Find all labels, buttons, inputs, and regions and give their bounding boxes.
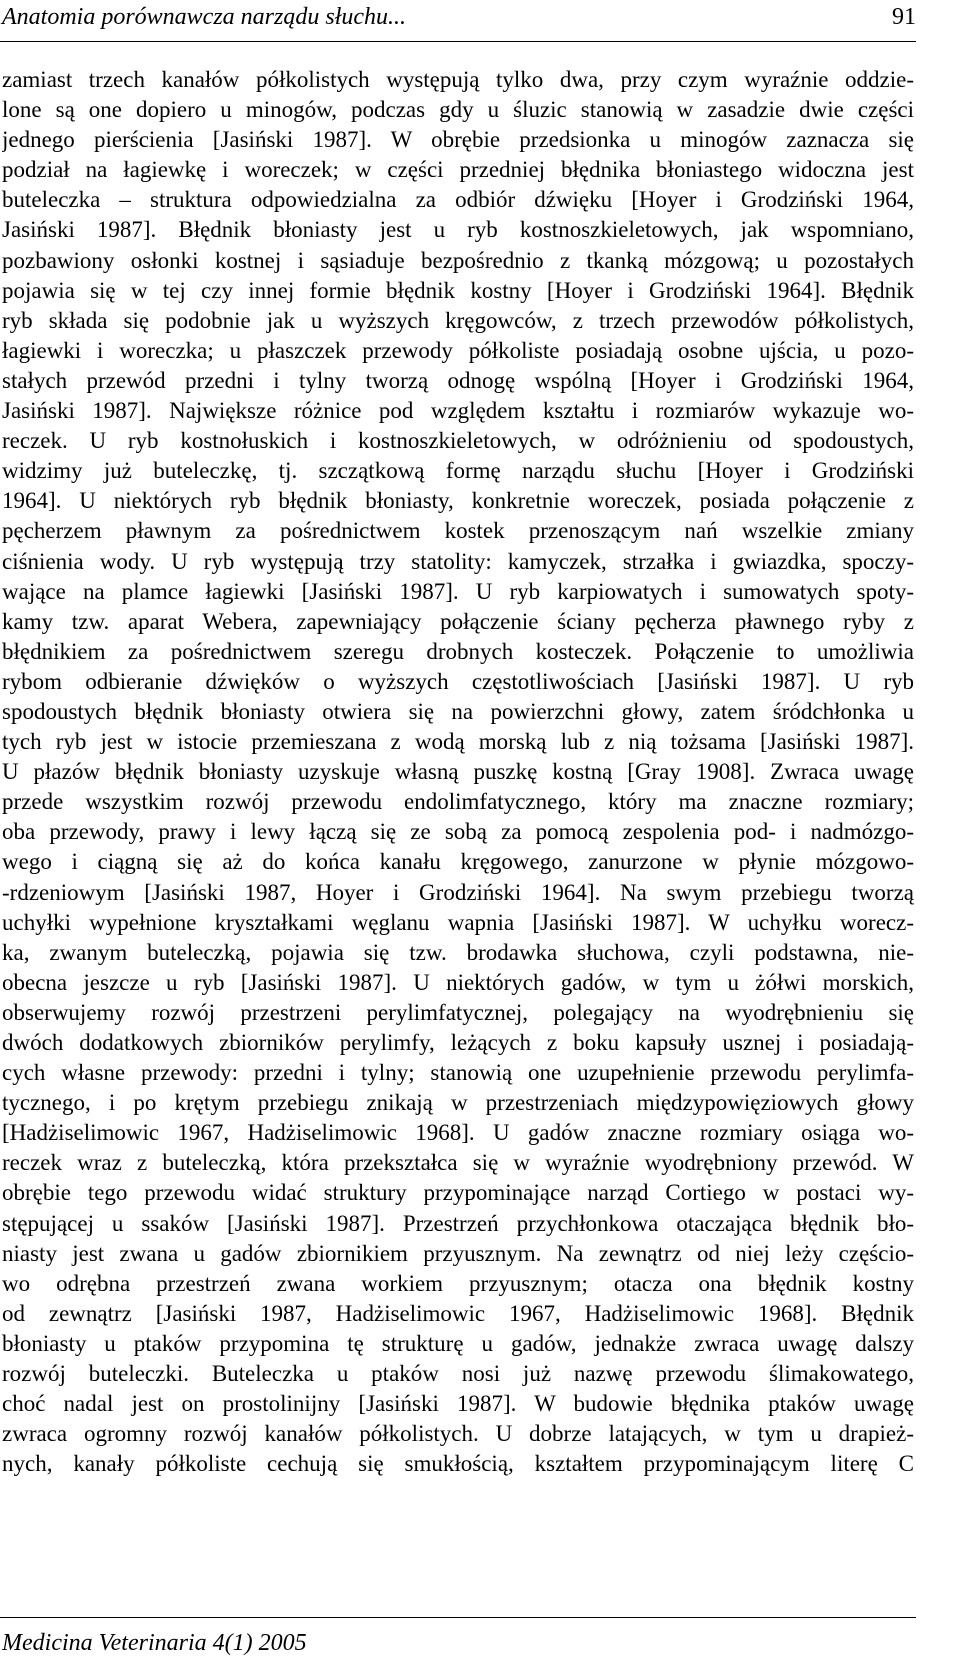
text-line: niasty jest zwana u gadów zbiornikiem przyusznym. Na zewnątrz od niej leży częścio- <box>2 1240 914 1266</box>
footer-rule <box>0 1617 916 1618</box>
text-line: zwraca ogromny rozwój kanałów półkolistych. U dobrze latających, w tym u drapież- <box>2 1421 914 1447</box>
running-head <box>0 2 916 32</box>
text-line: tych ryb jest w istocie przemieszana z wodą morską lub z nią tożsama [Jasiński 1987]. <box>2 729 914 755</box>
text-line: -rdzeniowym [Jasiński 1987, Hoyer i Grodziński 1964]. Na swym przebiegu tworzą <box>2 879 914 905</box>
text-line: obecna jeszcze u ryb [Jasiński 1987]. U niektórych gadów, w tym u żółwi morskich, <box>2 969 914 995</box>
text-line: stałych przewód przedni i tylny tworzą odnogę wspólną [Hoyer i Grodziński 1964, <box>2 367 914 393</box>
text-line: cych własne przewody: przedni i tylny; stanowią one uzupełnienie przewodu perylimfa- <box>2 1060 914 1086</box>
text-line: Jasiński 1987]. Błędnik błoniasty jest u ryb kostnoszkieletowych, jak wspomniano, <box>2 217 914 243</box>
text-line: reczek wraz z buteleczką, która przekształca się w wyraźnie wyodrębniony przewód. W <box>2 1150 914 1176</box>
text-line: choć nadal jest on prostolinijny [Jasiński 1987]. W budowie błędnika ptaków uwagę <box>2 1391 914 1417</box>
text-line: buteleczka – struktura odpowiedzialna za odbiór dźwięku [Hoyer i Grodziński 1964, <box>2 187 914 213</box>
text-line: jednego pierścienia [Jasiński 1987]. W obrębie przedsionka u minogów zaznacza się <box>2 127 914 153</box>
text-line: wo odrębna przestrzeń zwana workiem przyusznym; otacza ona błędnik kostny <box>2 1270 914 1296</box>
text-line: spodoustych błędnik błoniasty otwiera się na powierzchni głowy, zatem śródchłonka u <box>2 698 914 724</box>
text-line: kamy tzw. aparat Webera, zapewniający połączenie ściany pęcherza pławnego ryby z <box>2 608 914 634</box>
text-line: zamiast trzech kanałów półkolistych występują tylko dwa, przy czym wyraźnie oddzie- <box>2 67 914 92</box>
text-line: 1964]. U niektórych ryb błędnik błoniasty, konkretnie woreczek, posiada połączenie z <box>2 488 914 514</box>
text-line: od zewnątrz [Jasiński 1987, Hadżiselimowic 1967, Hadżiselimowic 1968]. Błędnik <box>2 1300 914 1326</box>
running-title: Anatomia porównawcza narządu słuchu... <box>2 4 407 30</box>
text-line: Jasiński 1987]. Największe różnice pod względem kształtu i rozmiarów wykazuje wo- <box>2 398 914 424</box>
text-line: uchyłki wypełnione kryształkami węglanu wapnia [Jasiński 1987]. W uchyłku worecz- <box>2 909 914 935</box>
text-line: widzimy już buteleczkę, tj. szczątkową formę narządu słuchu [Hoyer i Grodziński <box>2 458 914 484</box>
text-line: oba przewody, prawy i lewy łączą się ze sobą za pomocą zespolenia pod- i nadmózgo- <box>2 819 914 845</box>
text-line: przede wszystkim rozwój przewodu endolimfatycznego, który ma znaczne rozmiary; <box>2 789 914 815</box>
text-line: ciśnienia wody. U ryb występują trzy statolity: kamyczek, strzałka i gwiazdka, spoczy- <box>2 548 914 574</box>
text-line: nych, kanały półkoliste cechują się smukłością, kształtem przypominającym literę C <box>2 1451 914 1477</box>
text-line: stępującej u ssaków [Jasiński 1987]. Przestrzeń przychłonkowa otaczająca błędnik bło- <box>2 1210 914 1236</box>
text-line: [Hadżiselimowic 1967, Hadżiselimowic 1968]. U gadów znaczne rozmiary osiąga wo- <box>2 1120 914 1146</box>
text-line: łagiewki i woreczka; u płaszczek przewody półkoliste posiadają osobne ujścia, u pozo- <box>2 337 914 363</box>
text-line: U płazów błędnik błoniasty uzyskuje własną puszkę kostną [Gray 1908]. Zwraca uwagę <box>2 759 914 785</box>
text-line: podział na łagiewkę i woreczek; w części przedniej błędnika błoniastego widoczna jest <box>2 157 914 183</box>
text-line: ryb składa się podobnie jak u wyższych kręgowców, z trzech przewodów półkolistych, <box>2 307 914 333</box>
journal-footer: Medicina Veterinaria 4(1) 2005 <box>2 1630 307 1656</box>
text-line: wające na plamce łagiewki [Jasiński 1987]. U ryb karpiowatych i sumowatych spoty- <box>2 578 914 604</box>
text-line: lone są one dopiero u minogów, podczas gdy u śluzic stanowią w zasadzie dwie części <box>2 97 914 123</box>
text-line: obrębie tego przewodu widać struktury przypominające narząd Cortiego w postaci wy- <box>2 1180 914 1206</box>
body-text <box>2 65 914 1479</box>
text-line: dwóch dodatkowych zbiorników perylimfy, leżących z boku kapsuły usznej i posiadają- <box>2 1030 914 1055</box>
text-line: wego i ciągną się aż do końca kanału kręgowego, zanurzone w płynie mózgowo- <box>2 849 914 875</box>
text-line: tycznego, i po krętym przebiegu znikają w przestrzeniach międzypowięziowych głowy <box>2 1090 914 1116</box>
text-line: rozwój buteleczki. Buteleczka u ptaków nosi już nazwę przewodu ślimakowatego, <box>2 1361 914 1387</box>
text-line: ka, zwanym buteleczką, pojawia się tzw. brodawka słuchowa, czyli podstawna, nie- <box>2 939 914 965</box>
text-line: reczek. U ryb kostnołuskich i kostnoszkieletowych, w odróżnieniu od spodoustych, <box>2 428 914 454</box>
header-rule <box>0 41 916 42</box>
page-number: 91 <box>892 4 916 30</box>
text-line: pozbawiony osłonki kostnej i sąsiaduje bezpośrednio z tkanką mózgową; u pozostałych <box>2 247 914 273</box>
text-line: pojawia się w tej czy innej formie błędnik kostny [Hoyer i Grodziński 1964]. Błędnik <box>2 277 914 303</box>
text-line: obserwujemy rozwój przestrzeni perylimfatycznej, polegający na wyodrębnieniu się <box>2 999 914 1025</box>
text-line: rybom odbieranie dźwięków o wyższych częstotliwościach [Jasiński 1987]. U ryb <box>2 668 914 694</box>
text-line: pęcherzem pławnym za pośrednictwem kostek przenoszącym nań wszelkie zmiany <box>2 518 914 544</box>
text-line: błoniasty u ptaków przypomina tę strukturę u gadów, jednakże zwraca uwagę dalszy <box>2 1330 914 1356</box>
text-line: błędnikiem za pośrednictwem szeregu drobnych kosteczek. Połączenie to umożliwia <box>2 638 914 664</box>
